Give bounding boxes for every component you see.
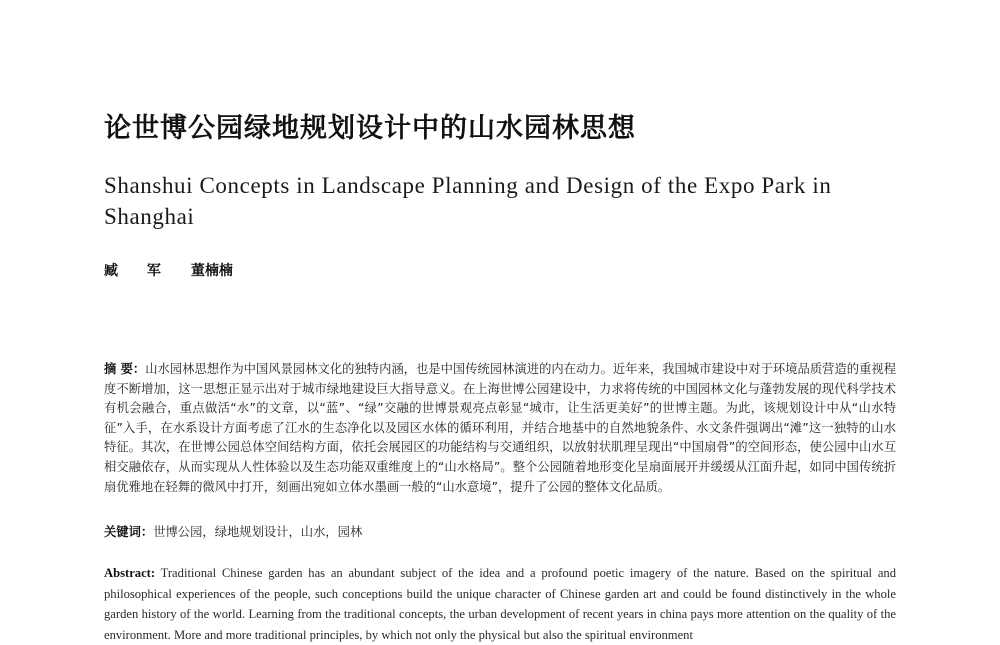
keywords	[104, 522, 896, 540]
author-name: 董楠楠	[190, 263, 233, 279]
english-title: Shanshui Concepts in Landscape Planning and Design of the Expo Park in Shanghai	[104, 173, 832, 229]
author-list	[104, 260, 233, 280]
keywords-text: 世博公园，绿地规划设计，山水，园林	[153, 525, 363, 539]
english-abstract-label: Abstract:	[104, 566, 156, 580]
english-abstract	[104, 563, 896, 645]
chinese-abstract-label: 摘 要：	[104, 362, 146, 376]
chinese-abstract	[104, 360, 896, 497]
keywords-label: 关键词：	[104, 525, 154, 539]
english-abstract-text: Traditional Chinese garden has an abundant subject of the idea and a profound poetic imagery of the nature. Based on the spiritual and philosophical experiences of the people, such conceptions build the unique character of Chinese garden art and could be found distinctively in the whole garden history of the world. Learning from the traditional concepts, the urban development of recent years in china pays more attention on the quality of the environment. More and more traditional principles, by which not only the physical but also the spiritual environment	[104, 566, 896, 642]
chinese-title: 论世博公园绿地规划设计中的山水园林思想	[104, 113, 636, 144]
chinese-abstract-text: 山水园林思想作为中国风景园林文化的独特内涵，也是中国传统园林演进的内在动力。近年来，我国城市建设中对于环境品质营造的重视程度不断增加，这一思想正显示出对于城市绿地建设巨大指导意义。在上海世博公园建设中，力求将传统的中国园林文化与蓬勃发展的现代科学技术有机会融合，重点做活“水”的文章，以“蓝”、“绿”交融的世博景观亮点彰显“城市，让生活更美好”的世博主题。为此，该规划设计中从“山水特征”入手，在水系设计方面考虑了江水的生态净化以及园区水体的循环利用，并结合地基中的自然地貌条件、水文条件强调出“滩”这一独特的山水特征。其次，在世博公园总体空间结构方面，依托会展园区的功能结构与交通组织，以放射状肌理呈现出“中国扇骨”的空间形态，使公园中山水互相交融依存，从而实现从人性体验以及生态功能双重维度上的“山水格局”。整个公园随着地形变化呈扇面展开并缓缓从江面升起，如同中国传统折扇优雅地在轻舞的微风中打开，刻画出宛如立体水墨画一般的“山水意境”，提升了公园的整体文化品质。	[104, 362, 896, 494]
author-name: 臧 军	[104, 263, 173, 279]
